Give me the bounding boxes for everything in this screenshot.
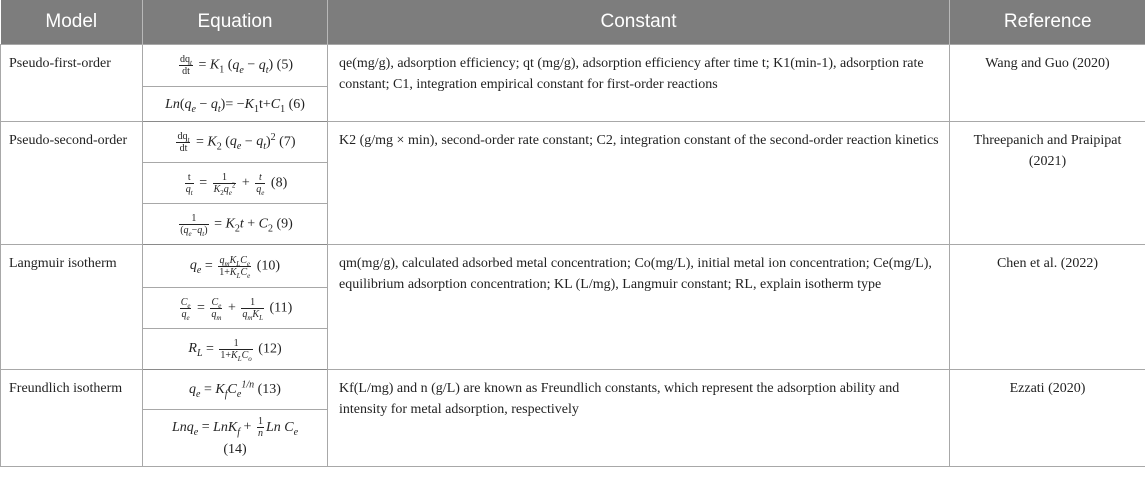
model-name: Langmuir isotherm [9,256,117,271]
equation-cell: $\frac{dq_t}{dt}$ = $K_1$ $(q_e - q_t)$ (5) [143,45,328,87]
model-cell [1,45,143,122]
equation-number: (12) [258,341,282,357]
reference-cell: Wang and Guo (2020) [950,45,1145,122]
equation-cell: $\frac{1}{(q_e-q_t)}$ = $K_2t + C_2$ (9) [143,204,328,245]
constant-cell: Kf(L/mg) and n (g/L) are known as Freundlich constants, which represent the adsorption ability and intensity for metal adsorption, respectively [328,370,950,467]
model-name: Pseudo-first-order [9,56,111,71]
equation-number: (7) [279,134,296,150]
constant-cell: K2 (g/mg × min), second-order rate constant; C2, integration constant of the second-order reaction kinetics [328,122,950,245]
equation-cell: $\frac{t}{q_t}$ = $\frac{1}{K_2q_e^2}$ + $\frac{t}{q_e}$ (8) [143,163,328,204]
equation-cell: $q_e = K_fC_e^{1/n}$ (13) [143,370,328,410]
header-row [1,0,1145,45]
table-row [1,370,1145,410]
model-cell [1,245,143,370]
header-model: Model [1,0,143,45]
equation-number: (9) [276,216,293,232]
equation-cell: $R_L$ = $\frac{1}{1+K_LC_o}$ (12) [143,329,328,370]
equation-cell: Lnq$_e$ = LnK$_f$ + $\frac{1}{n}$ Ln $C_e$ (14) [143,410,328,467]
reference-cell: Threepanich and Praipipat (2021) [950,122,1145,245]
equation-cell: $\frac{C_e}{q_e}$ = $\frac{C_e}{q_m}$ + $\frac{1}{q_mK_L}$ (11) [143,288,328,329]
reference-cell: Chen et al. (2022) [950,245,1145,370]
constant-cell: qe(mg/g), adsorption efficiency; qt (mg/g), adsorption efficiency after time t; K1(min-1), adsorption rate constant; C1, integration empirical constant for first-order reactions [328,45,950,122]
equation-cell: $q_e$ = $\frac{q_mK_LC_e}{1+K_LC_e}$ (10) [143,245,328,288]
header-constant: Constant [328,0,950,45]
header-reference: Reference [950,0,1145,45]
model-cell [1,122,143,245]
equation-number: (13) [257,382,281,397]
equation-number: (8) [270,175,288,191]
table-row [1,245,1145,288]
model-name: Pseudo-second-order [9,133,128,148]
equation-number: (14) [223,442,247,457]
equation-number: (10) [256,258,281,274]
header-equation: Equation [143,0,328,45]
reference-cell: Ezzati (2020) [950,370,1145,467]
table-row [1,45,1145,87]
equation-number: (6) [288,96,305,112]
constant-cell: qm(mg/g), calculated adsorbed metal concentration; Co(mg/L), initial metal ion concentration; Ce(mg/L), equilibrium adsorption concentration; KL (L/mg), Langmuir constant; RL, explain isotherm type [328,245,950,370]
equation-number: (5) [276,57,293,73]
model-cell [1,370,143,467]
table-row [1,122,1145,163]
equation-cell: $Ln(q_e - q_t)= -K_1t+C_1$ (6) [143,87,328,122]
equation-cell: $\frac{dq_t}{dt}$ = $K_2$ $(q_e - q_t)^2$ (7) [143,122,328,163]
equation-number: (11) [269,300,293,316]
model-name: Freundlich isotherm [9,381,123,396]
